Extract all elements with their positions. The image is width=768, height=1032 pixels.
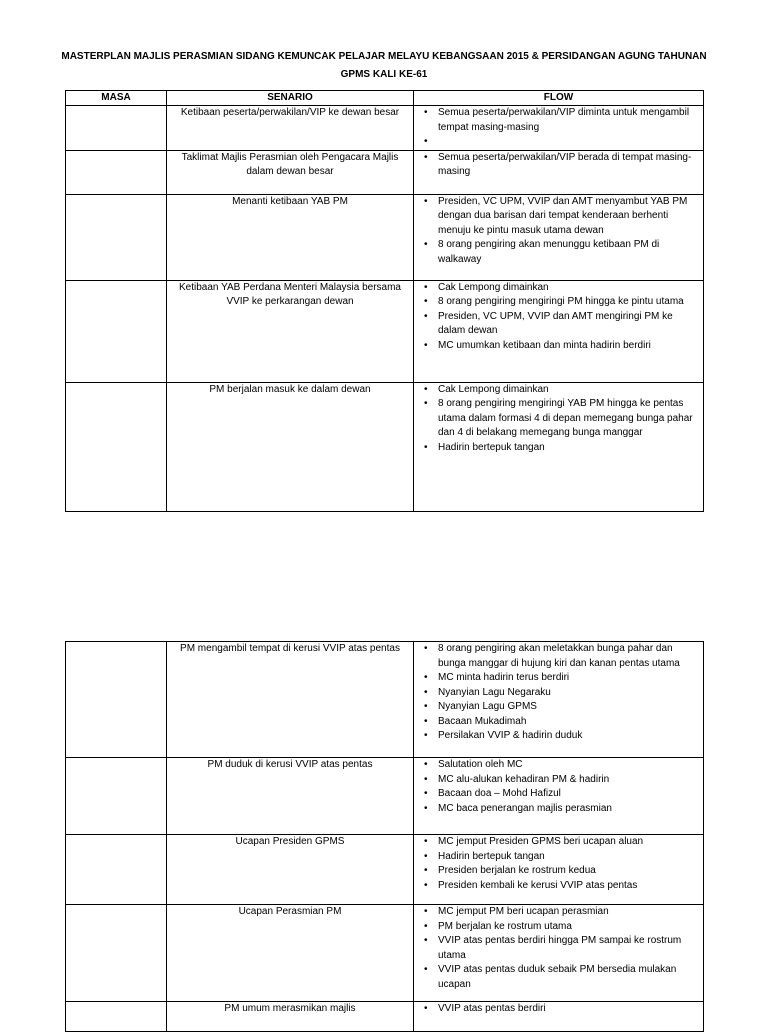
senario-cell: PM duduk di kerusi VVIP atas pentas bbox=[167, 758, 414, 835]
table-row bbox=[66, 642, 704, 758]
table-header-row bbox=[66, 91, 704, 106]
flow-item: • Presiden kembali ke kerusi VVIP atas pentas bbox=[438, 879, 699, 894]
flow-item: • 8 orang pengiring akan menunggu ketibaan PM di walkaway bbox=[438, 238, 699, 267]
senario-cell: PM berjalan masuk ke dalam dewan bbox=[167, 382, 414, 511]
table-row bbox=[66, 194, 704, 280]
flow-item: • Presiden berjalan ke rostrum kedua bbox=[438, 864, 699, 879]
flow-item: • 8 orang pengiring akan meletakkan bunga pahar dan bunga manggar di hujung kiri dan kanan pentas utama bbox=[438, 642, 699, 671]
flow-list bbox=[414, 195, 699, 268]
table-row bbox=[66, 106, 704, 151]
header-flow: FLOW bbox=[414, 91, 704, 106]
senario-cell: Taklimat Majlis Perasmian oleh Pengacara Majlis dalam dewan besar bbox=[167, 150, 414, 194]
masa-cell bbox=[66, 642, 167, 758]
senario-cell: Ucapan Perasmian PM bbox=[167, 905, 414, 1002]
flow-item: • Persilakan VVIP & hadirin duduk bbox=[438, 729, 699, 744]
flow-item: • VVIP atas pentas berdiri hingga PM sampai ke rostrum utama bbox=[438, 934, 699, 963]
table-row bbox=[66, 150, 704, 194]
senario-cell: Ketibaan YAB Perdana Menteri Malaysia bersama VVIP ke perkarangan dewan bbox=[167, 280, 414, 382]
flow-item: • MC jemput Presiden GPMS beri ucapan aluan bbox=[438, 835, 699, 850]
flow-item: • MC minta hadirin terus berdiri bbox=[438, 671, 699, 686]
flow-cell bbox=[414, 382, 704, 511]
flow-item: • Salutation oleh MC bbox=[438, 758, 699, 773]
title-line-2: GPMS KALI KE-61 bbox=[340, 69, 428, 80]
flow-item: • MC alu-alukan kehadiran PM & hadirin bbox=[438, 773, 699, 788]
flow-item: • 8 orang pengiring mengiringi YAB PM hingga ke pentas utama dalam formasi 4 di depan memegang bunga pahar dan 4 di belakang memegang bunga manggar bbox=[438, 397, 699, 441]
masa-cell bbox=[66, 194, 167, 280]
senario-cell: Ucapan Presiden GPMS bbox=[167, 835, 414, 905]
flow-cell bbox=[414, 280, 704, 382]
flow-list bbox=[414, 1002, 699, 1017]
masa-cell bbox=[66, 280, 167, 382]
flow-item: • VVIP atas pentas berdiri bbox=[438, 1002, 699, 1017]
flow-item: • Hadirin bertepuk tangan bbox=[438, 441, 699, 456]
table-row bbox=[66, 382, 704, 511]
table-row bbox=[66, 905, 704, 1002]
senario-cell: PM mengambil tempat di kerusi VVIP atas pentas bbox=[167, 642, 414, 758]
masa-cell bbox=[66, 1002, 167, 1032]
flow-item: • Hadirin bertepuk tangan bbox=[438, 850, 699, 865]
masa-cell bbox=[66, 106, 167, 151]
flow-cell bbox=[414, 642, 704, 758]
flow-item: • 8 orang pengiring mengiringi PM hingga ke pintu utama bbox=[438, 295, 699, 310]
flow-list bbox=[414, 281, 699, 354]
masa-cell bbox=[66, 150, 167, 194]
flow-cell bbox=[414, 194, 704, 280]
flow-item: • MC umumkan ketibaan dan minta hadirin berdiri bbox=[438, 339, 699, 354]
senario-cell: Menanti ketibaan YAB PM bbox=[167, 194, 414, 280]
flow-item bbox=[438, 135, 699, 150]
flow-list bbox=[414, 758, 699, 816]
flow-list bbox=[414, 642, 699, 744]
header-senario: SENARIO bbox=[167, 91, 414, 106]
flow-list bbox=[414, 383, 699, 456]
flow-item: • Presiden, VC UPM, VVIP dan AMT mengiringi PM ke dalam dewan bbox=[438, 310, 699, 339]
flow-cell bbox=[414, 150, 704, 194]
senario-cell: Ketibaan peserta/perwakilan/VIP ke dewan besar bbox=[167, 106, 414, 151]
flow-item: • PM berjalan ke rostrum utama bbox=[438, 920, 699, 935]
table-row bbox=[66, 758, 704, 835]
senario-cell: PM umum merasmikan majlis bbox=[167, 1002, 414, 1032]
flow-cell bbox=[414, 106, 704, 151]
table-row bbox=[66, 280, 704, 382]
masterplan-table-1 bbox=[65, 90, 704, 512]
flow-list bbox=[414, 106, 699, 150]
document-title bbox=[50, 48, 718, 84]
masa-cell bbox=[66, 835, 167, 905]
masa-cell bbox=[66, 905, 167, 1002]
flow-cell bbox=[414, 835, 704, 905]
flow-item: • Nyanyian Lagu GPMS bbox=[438, 700, 699, 715]
flow-cell bbox=[414, 758, 704, 835]
flow-item: • Cak Lempong dimainkan bbox=[438, 281, 699, 296]
masa-cell bbox=[66, 382, 167, 511]
flow-item: • MC jemput PM beri ucapan perasmian bbox=[438, 905, 699, 920]
flow-item: • MC baca penerangan majlis perasmian bbox=[438, 802, 699, 817]
flow-list bbox=[414, 905, 699, 992]
flow-item: • Semua peserta/perwakilan/VIP diminta untuk mengambil tempat masing-masing bbox=[438, 106, 699, 135]
masa-cell bbox=[66, 758, 167, 835]
table-1-body bbox=[66, 106, 704, 512]
masterplan-table-2 bbox=[65, 641, 704, 1032]
flow-item: • Semua peserta/perwakilan/VIP berada di tempat masing-masing bbox=[438, 151, 699, 180]
flow-item: • Bacaan doa – Mohd Hafizul bbox=[438, 787, 699, 802]
flow-item: • Bacaan Mukadimah bbox=[438, 715, 699, 730]
flow-item: • VVIP atas pentas duduk sebaik PM bersedia mulakan ucapan bbox=[438, 963, 699, 992]
title-line-1: MASTERPLAN MAJLIS PERASMIAN SIDANG KEMUNCAK PELAJAR MELAYU KEBANGSAAN 2015 & PERSIDANGAN AGUNG TAHUNAN bbox=[61, 51, 707, 62]
table-2-body bbox=[66, 642, 704, 1032]
flow-cell bbox=[414, 905, 704, 1002]
flow-item: • Nyanyian Lagu Negaraku bbox=[438, 686, 699, 701]
table-row bbox=[66, 1002, 704, 1032]
flow-list bbox=[414, 835, 699, 893]
header-masa: MASA bbox=[66, 91, 167, 106]
flow-cell bbox=[414, 1002, 704, 1032]
flow-item: • Presiden, VC UPM, VVIP dan AMT menyambut YAB PM dengan dua barisan dari tempat kenderaan berhenti menuju ke pintu masuk utama dewan bbox=[438, 195, 699, 239]
table-row bbox=[66, 835, 704, 905]
flow-list bbox=[414, 151, 699, 180]
flow-item: • Cak Lempong dimainkan bbox=[438, 383, 699, 398]
